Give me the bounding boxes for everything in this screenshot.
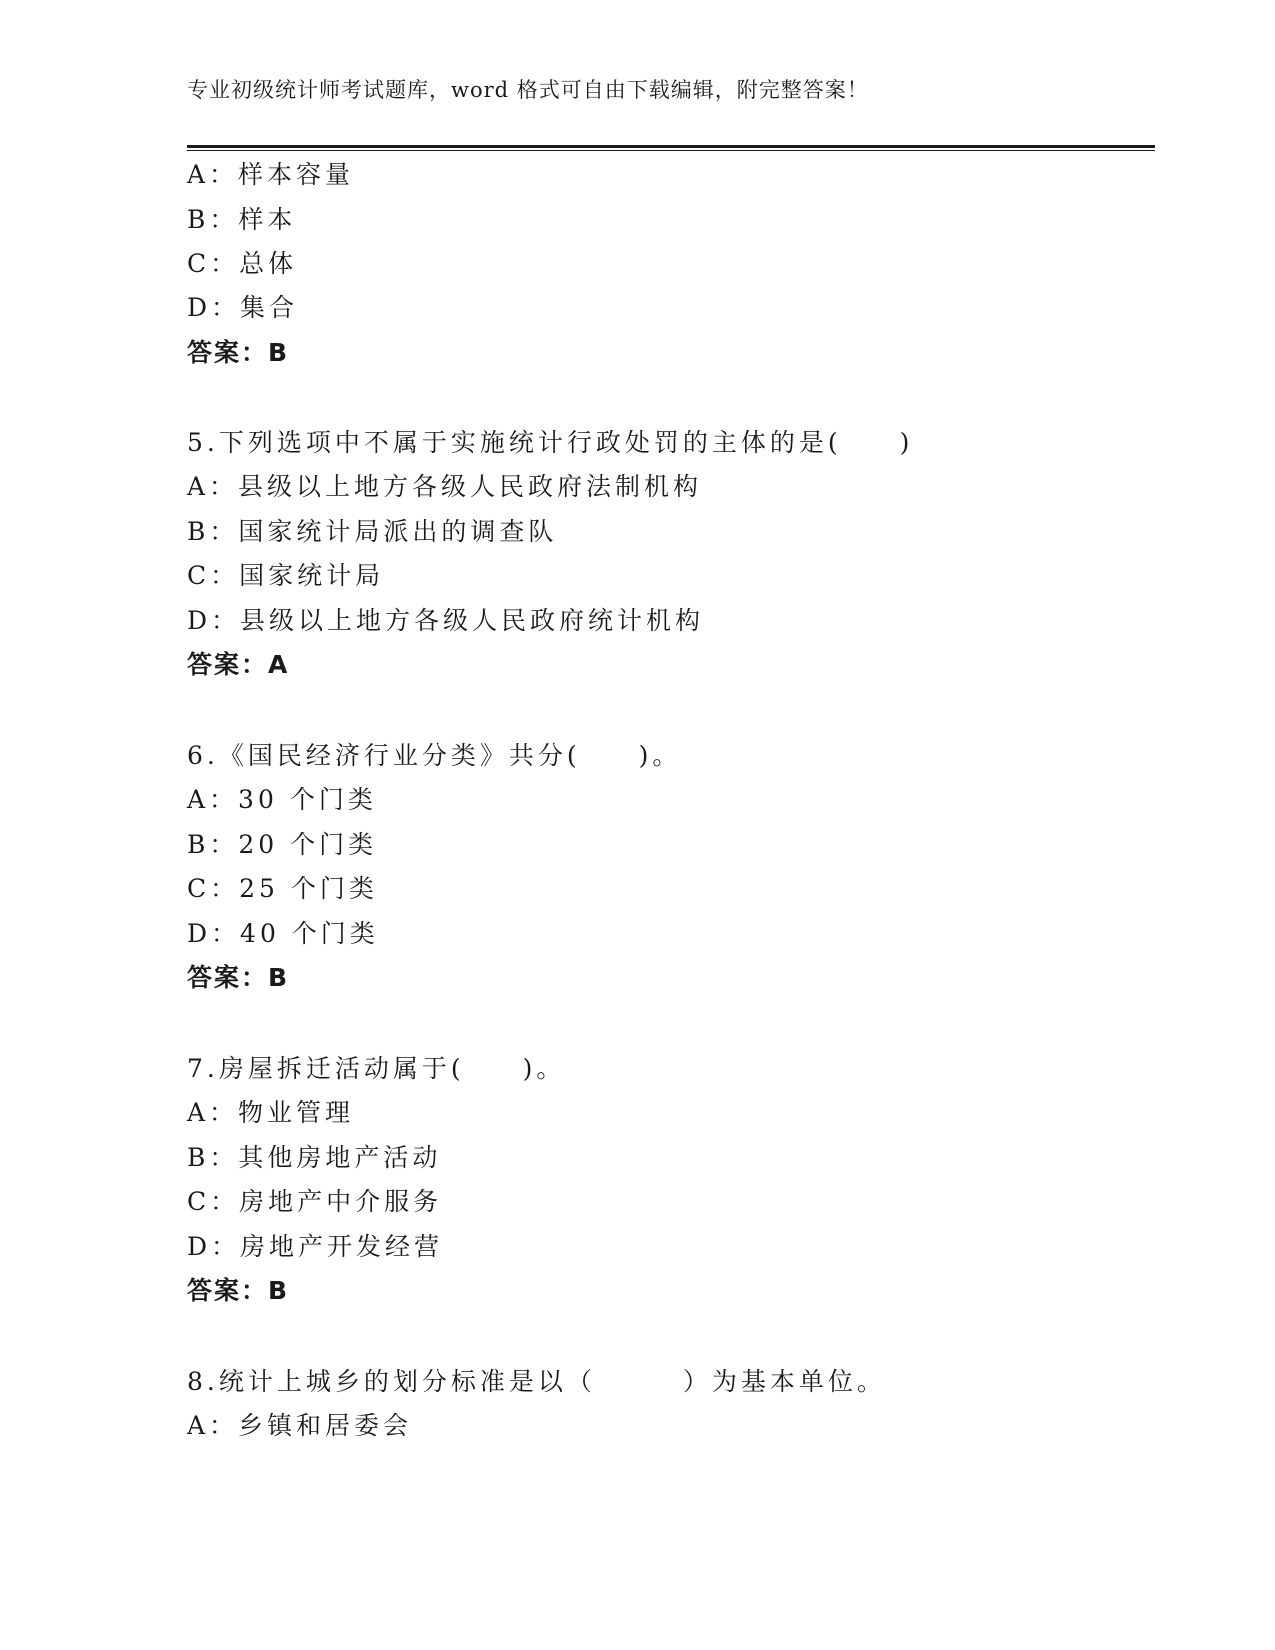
option-c: C：25 个门类: [187, 874, 378, 903]
question-stem: 5.下列选项中不属于实施统计行政处罚的主体的是( ): [187, 428, 914, 457]
option-d: D：县级以上地方各级人民政府统计机构: [187, 606, 705, 635]
header-rule-thin: [187, 150, 1155, 151]
option-c: C：总体: [187, 249, 298, 278]
answer: 答案：B: [187, 338, 290, 367]
answer: 答案：B: [187, 963, 290, 992]
answer: 答案：B: [187, 1276, 290, 1305]
option-b: B：样本: [187, 205, 297, 234]
option-d: D：集合: [187, 293, 299, 322]
question-stem: 6.《国民经济行业分类》共分( )。: [187, 741, 682, 770]
option-a: A：样本容量: [187, 160, 355, 189]
header-rule-thick: [187, 145, 1155, 148]
option-b: B：20 个门类: [187, 830, 378, 859]
answer: 答案：A: [187, 650, 290, 679]
option-a: A：乡镇和居委会: [187, 1411, 413, 1440]
question-stem: 7.房屋拆迁活动属于( )。: [187, 1054, 566, 1083]
option-a: A：物业管理: [187, 1098, 355, 1127]
page-header: 专业初级统计师考试题库，word 格式可自由下载编辑，附完整答案！: [187, 78, 869, 102]
option-b: B：国家统计局派出的调查队: [187, 517, 558, 546]
option-d: D：40 个门类: [187, 919, 379, 948]
option-c: C：房地产中介服务: [187, 1187, 443, 1216]
option-b: B：其他房地产活动: [187, 1143, 442, 1172]
question-stem: 8.统计上城乡的划分标准是以（ ）为基本单位。: [187, 1367, 886, 1396]
option-a: A：县级以上地方各级人民政府法制机构: [187, 472, 703, 501]
option-a: A：30 个门类: [187, 785, 377, 814]
option-d: D：房地产开发经营: [187, 1232, 444, 1261]
option-c: C：国家统计局: [187, 561, 385, 590]
